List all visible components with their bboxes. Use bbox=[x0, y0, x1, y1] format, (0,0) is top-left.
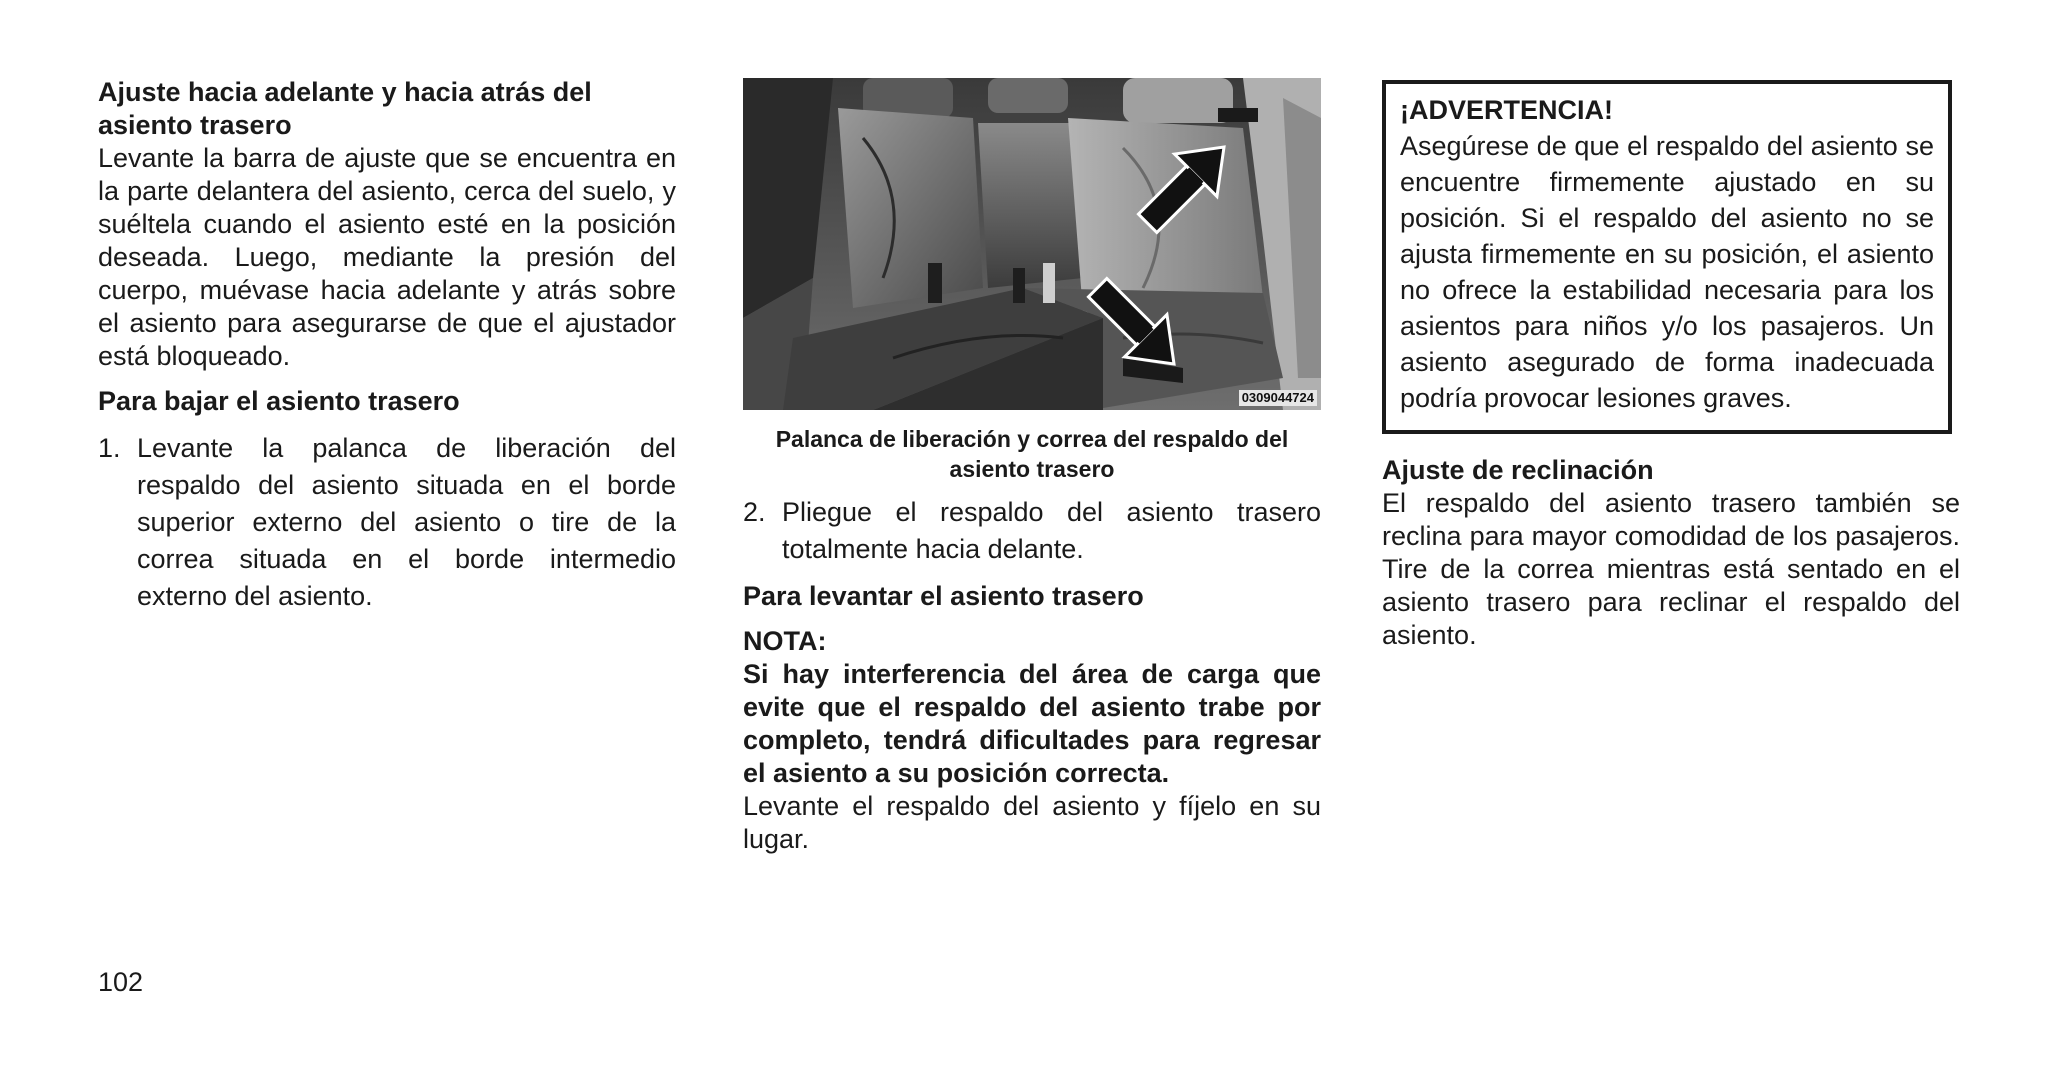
rear-seat-illustration bbox=[743, 78, 1321, 410]
step-2-number: 2. bbox=[743, 497, 766, 527]
warning-text: Asegúrese de que el respaldo del asiento se encuentre firmemente ajustado en su posición. Si el respaldo del asiento no se ajusta firmemente en su posición, el asiento no ofrece la estabilidad necesaria para los asientos para niños y/o los pasajeros. Un asiento asegurado de forma inadecuada podría provocar lesiones graves. bbox=[1400, 131, 1934, 413]
figure-code: 0309044724 bbox=[1239, 390, 1317, 406]
heading-raise-rear-seat: Para levantar el asiento trasero bbox=[743, 581, 1144, 611]
step-1-text: Levante la palanca de liberación del respaldo del asiento situada en el borde superior externo del asiento o tire de la correa situada en el borde intermedio externo del asiento. bbox=[137, 433, 676, 611]
step-1-number: 1. bbox=[98, 433, 121, 463]
left-column bbox=[98, 76, 676, 615]
paragraph-fore-aft: Levante la barra de ajuste que se encuentra en la parte delantera del asiento, cerca del suelo, y suéltela cuando el asiento esté en la posición deseada. Luego, mediante la presión del cuerpo, muévase hacia adelante y atrás sobre el asiento para asegurarse de que el ajustador está bloqueado. bbox=[98, 143, 676, 371]
page-number: 102 bbox=[98, 967, 144, 997]
warning-box bbox=[1382, 80, 1952, 434]
figure-caption: Palanca de liberación y correa del respaldo del asiento trasero bbox=[775, 426, 1289, 482]
right-column bbox=[1382, 76, 1960, 652]
heading-seat-fore-aft: Ajuste hacia adelante y hacia atrás del asiento trasero bbox=[98, 77, 592, 140]
middle-column bbox=[743, 76, 1321, 856]
rear-seat-photo bbox=[743, 78, 1321, 410]
warning-title: ¡ADVERTENCIA! bbox=[1400, 95, 1613, 125]
step-2-text: Pliegue el respaldo del asiento trasero totalmente hacia delante. bbox=[782, 497, 1321, 564]
paragraph-recline: El respaldo del asiento trasero también se reclina para mayor comodidad de los pasajeros. Tire de la correa mientras está sentado en el asiento trasero para reclinar el respaldo del asiento. bbox=[1382, 488, 1960, 650]
note-label: NOTA: bbox=[743, 626, 827, 656]
heading-recline: Ajuste de reclinación bbox=[1382, 455, 1654, 485]
note-text: Si hay interferencia del área de carga que evite que el respaldo del asiento trabe por completo, tendrá dificultades para regresar el asiento a su posición correcta. bbox=[743, 659, 1321, 788]
step-1 bbox=[98, 430, 676, 615]
heading-lower-rear-seat: Para bajar el asiento trasero bbox=[98, 386, 460, 416]
paragraph-raise: Levante el respaldo del asiento y fíjelo en su lugar. bbox=[743, 791, 1321, 854]
step-2 bbox=[743, 494, 1321, 568]
